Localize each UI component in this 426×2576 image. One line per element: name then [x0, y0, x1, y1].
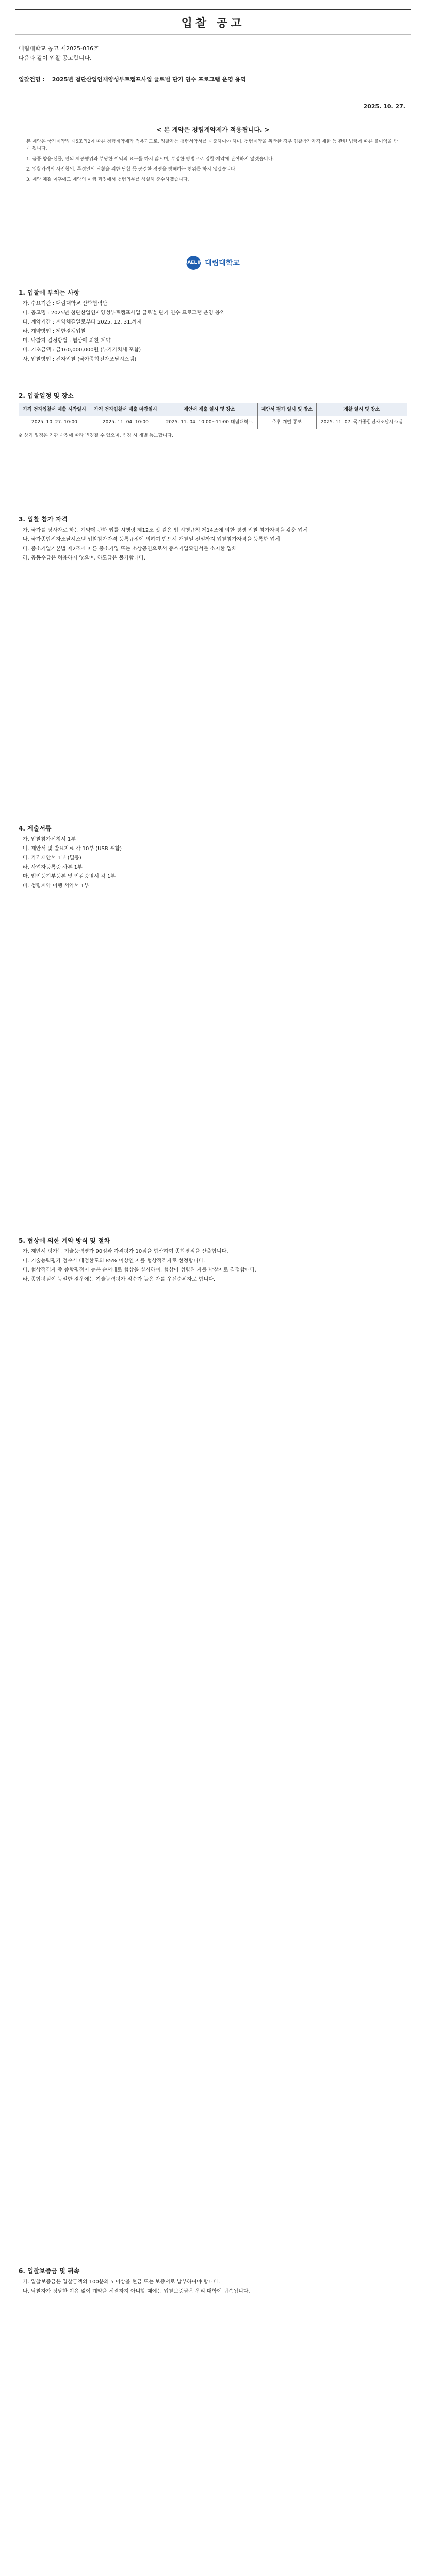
integrity-heading: < 본 계약은 청렴계약제가 적용됩니다. >: [156, 126, 270, 133]
table-cell: 추후 개별 통보: [258, 416, 316, 429]
section-heading: 4. 제출서류: [19, 825, 52, 832]
list-item: 나. 기술능력평가 점수가 배점한도의 85% 이상인 자를 협상적격자로 선정합니다.: [23, 1258, 205, 1264]
subject-text: 2025년 첨단산업인재양성부트캠프사업 글로벌 단기 연수 프로그램 운영 용역: [52, 76, 246, 83]
list-item: 바. 청렴계약 이행 서약서 1부: [23, 883, 89, 889]
table-header: 제안서 평가 일시 및 장소: [258, 403, 316, 416]
section-2: [19, 392, 407, 439]
notice-head: [19, 44, 99, 63]
notice-date: 2025. 10. 27.: [363, 103, 405, 110]
list-item: 나. 낙찰자가 정당한 이유 없이 계약을 체결하지 아니할 때에는 입찰보증금은 우리 대학에 귀속됩니다.: [23, 2289, 250, 2294]
table-cell: 2025. 10. 27. 10:00: [19, 416, 90, 429]
section-3: [19, 515, 407, 564]
list-item: 가. 입찰보증금은 입찰금액의 100분의 5 이상을 현금 또는 보증서로 납부하여야 합니다.: [23, 2279, 220, 2285]
integrity-box: [19, 120, 407, 248]
section-4: [19, 824, 407, 891]
list-item: 다. 가격제안서 1부 (밀봉): [23, 855, 81, 861]
table-row: [19, 416, 407, 429]
list-item: 가. 입찰참가신청서 1부: [23, 837, 76, 842]
section-heading: 1. 입찰에 부치는 사항: [19, 289, 80, 296]
logo-text: 대림대학교: [205, 259, 240, 267]
section-5: [19, 1236, 407, 1285]
title-bar: [15, 9, 411, 35]
logo-mark-icon: DAELIM: [186, 256, 201, 270]
section-heading: 6. 입찰보증금 및 귀속: [19, 2267, 80, 2275]
list-item: 가. 제안서 평가는 기술능력평가 90점과 가격평가 10점을 합산하여 종합평점을 산출합니다.: [23, 1249, 228, 1255]
notice-intro: 다음과 같이 입찰 공고합니다.: [19, 55, 92, 61]
integrity-para: 1. 금품·향응·선물, 편의 제공행위와 부당한 이익의 요구를 하지 않으며, 부정한 방법으로 입찰·계약에 관여하지 않겠습니다.: [26, 157, 274, 162]
subject-label: 입찰건명 :: [19, 76, 45, 83]
integrity-para: 2. 입찰가격의 사전협의, 특정인의 낙찰을 위한 담합 등 공정한 경쟁을 방해하는 행위를 하지 않겠습니다.: [26, 167, 237, 172]
section-6: [19, 2267, 407, 2297]
table-header: 개찰 일시 및 장소: [316, 403, 407, 416]
list-item: 라. 공동수급은 허용하지 않으며, 하도급은 불가합니다.: [23, 555, 145, 561]
list-item: 다. 협상적격자 중 종합평점이 높은 순서대로 협상을 실시하며, 협상이 성립된 자를 낙찰자로 결정합니다.: [23, 1267, 257, 1273]
table-cell: 2025. 11. 07. 국가종합전자조달시스템: [316, 416, 407, 429]
list-item: 사. 입찰방법 : 전자입찰 (국가종합전자조달시스템): [23, 357, 137, 362]
section-heading: 5. 협상에 의한 계약 방식 및 절차: [19, 1237, 110, 1244]
list-item: 라. 사업자등록증 사본 1부: [23, 865, 83, 870]
schedule-note: ※ 상기 일정은 기관 사정에 따라 변경될 수 있으며, 변경 시 개별 통보합니다.: [19, 433, 173, 438]
section-1: [19, 289, 407, 365]
notice-number: 대림대학교 공고 제2025-036호: [19, 45, 99, 52]
page-title: 입찰 공고: [181, 16, 245, 30]
table-header: 제안서 제출 일시 및 장소: [161, 403, 257, 416]
university-logo: [183, 256, 240, 270]
table-header: 가격 전자입찰서 제출 마감일시: [90, 403, 161, 416]
table-header: 가격 전자입찰서 제출 시작일시: [19, 403, 90, 416]
list-item: 마. 낙찰자 결정방법 : 협상에 의한 계약: [23, 338, 111, 344]
list-item: 다. 계약기간 : 계약체결일로부터 2025. 12. 31.까지: [23, 319, 142, 325]
subject: [19, 75, 407, 84]
list-item: 라. 종합평점이 동일한 경우에는 기술능력평가 점수가 높은 자를 우선순위자로 합니다.: [23, 1277, 216, 1282]
table-cell: 2025. 11. 04. 10:00: [90, 416, 161, 429]
section-heading: 3. 입찰 참가 자격: [19, 516, 68, 523]
list-item: 마. 법인등기부등본 및 인감증명서 각 1부: [23, 874, 116, 879]
list-item: 다. 중소기업기본법 제2조에 따른 중소기업 또는 소상공인으로서 중소기업확인서를 소지한 업체: [23, 546, 237, 552]
list-item: 가. 국가를 당사자로 하는 계약에 관한 법률 시행령 제12조 및 같은 법 시행규칙 제14조에 의한 경쟁 입찰 참가자격을 갖춘 업체: [23, 528, 308, 533]
list-item: 나. 국가종합전자조달시스템 입찰참가자격 등록규정에 의하여 반드시 개찰일 전일까지 입찰참가자격을 등록한 업체: [23, 537, 280, 543]
list-item: 바. 기초금액 : 금160,000,000원 (부가가치세 포함): [23, 347, 141, 353]
section-heading: 2. 입찰일정 및 장소: [19, 392, 74, 399]
list-item: 나. 제안서 및 발표자료 각 10부 (USB 포함): [23, 846, 122, 852]
integrity-para: 본 계약은 국가계약법 제5조의2에 따른 청렴계약제가 적용되므로, 입찰자는 청렴서약서를 제출하여야 하며, 청렴계약을 위반한 경우 입찰참가자격 제한 등 관련 법령에 따른 불이익을 받게 됩니다.: [26, 139, 398, 151]
integrity-para: 3. 계약 체결 이후에도 계약의 이행 과정에서 청렴의무를 성실히 준수하겠습니다.: [26, 177, 189, 182]
list-item: 라. 계약방법 : 제한경쟁입찰: [23, 329, 86, 334]
list-item: 나. 공고명 : 2025년 첨단산업인재양성부트캠프사업 글로벌 단기 연수 프로그램 운영 용역: [23, 310, 225, 316]
table-cell: 2025. 11. 04. 10:00~11:00 대림대학교: [161, 416, 257, 429]
schedule-table: [19, 403, 407, 429]
list-item: 가. 수요기관 : 대림대학교 산학협력단: [23, 301, 108, 307]
